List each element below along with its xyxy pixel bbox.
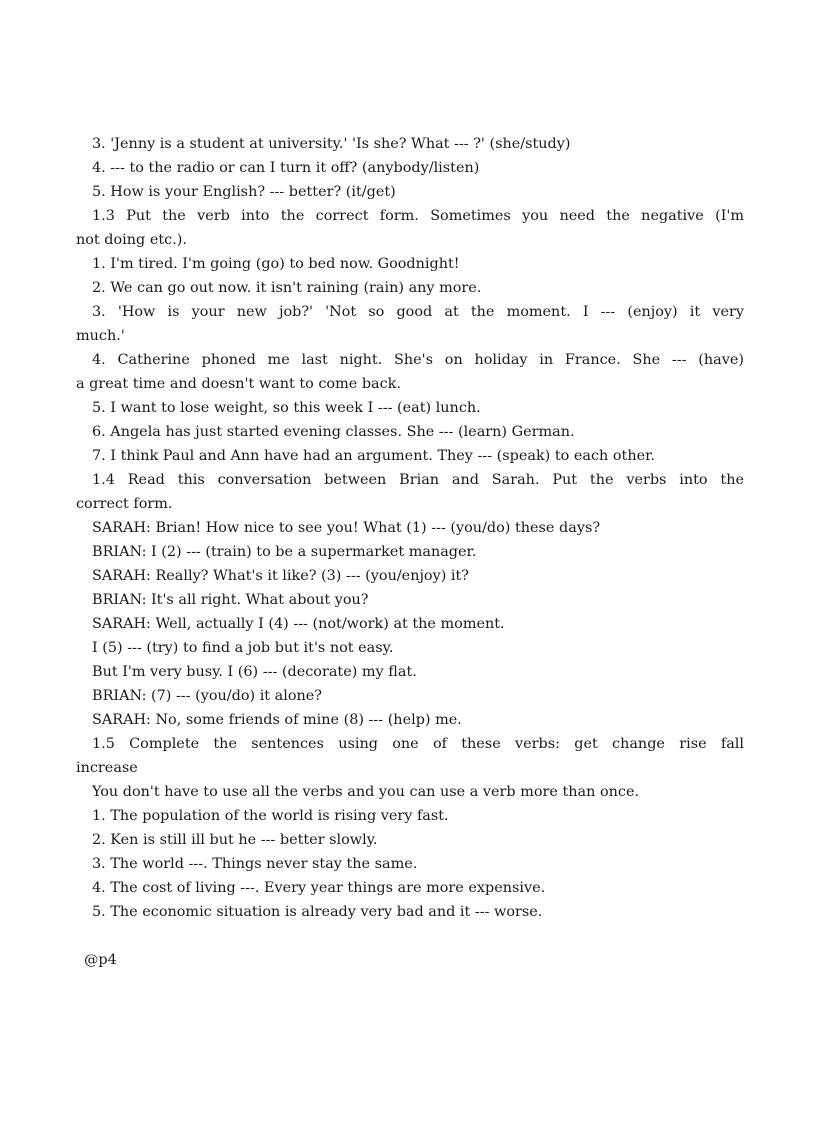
text-line: SARAH: Well, actually I (4) --- (not/work) at the moment. xyxy=(92,616,505,632)
exercise-text xyxy=(76,132,744,924)
text-line: 5. How is your English? --- better? (it/get) xyxy=(92,184,396,200)
text-line: not doing etc.). xyxy=(76,232,187,248)
text-line: 2. We can go out now. it isn't raining (rain) any more. xyxy=(92,280,482,296)
text-line: 7. I think Paul and Ann have had an argument. They --- (speak) to each other. xyxy=(92,448,655,464)
text-line: 4. The cost of living ---. Every year things are more expensive. xyxy=(92,880,546,896)
text-line: 5. The economic situation is already very bad and it --- worse. xyxy=(92,904,543,920)
text-line: increase xyxy=(76,760,138,776)
text-line: But I'm very busy. I (6) --- (decorate) my flat. xyxy=(92,664,417,680)
text-line: 3. The world ---. Things never stay the same. xyxy=(92,856,418,872)
text-line: 4. Catherine phoned me last night. She's on holiday in France. She --- (have) xyxy=(92,352,744,368)
text-line: BRIAN: I (2) --- (train) to be a supermarket manager. xyxy=(92,544,477,560)
text-line: 3. 'Jenny is a student at university.' 'Is she? What --- ?' (she/study) xyxy=(92,136,571,152)
text-line: 1.5 Complete the sentences using one of these verbs: get change rise fall xyxy=(92,736,744,752)
text-line: 1. The population of the world is rising very fast. xyxy=(92,808,449,824)
text-line: 1.4 Read this conversation between Brian and Sarah. Put the verbs into the xyxy=(92,472,744,488)
text-line: 1.3 Put the verb into the correct form. Sometimes you need the negative (I'm xyxy=(92,208,744,224)
text-line: SARAH: Really? What's it like? (3) --- (you/enjoy) it? xyxy=(92,568,470,584)
text-line: BRIAN: (7) --- (you/do) it alone? xyxy=(92,688,323,704)
text-line: SARAH: No, some friends of mine (8) --- (help) me. xyxy=(92,712,462,728)
text-line: I (5) --- (try) to find a job but it's not easy. xyxy=(92,640,394,656)
text-line: 5. I want to lose weight, so this week I --- (eat) lunch. xyxy=(92,400,481,416)
text-line: 1. I'm tired. I'm going (go) to bed now. Goodnight! xyxy=(92,256,460,272)
text-line: correct form. xyxy=(76,496,173,512)
text-line: You don't have to use all the verbs and you can use a verb more than once. xyxy=(92,784,640,800)
text-line: BRIAN: It's all right. What about you? xyxy=(92,592,369,608)
text-line: 2. Ken is still ill but he --- better slowly. xyxy=(92,832,378,848)
text-line: 3. 'How is your new job?' 'Not so good at the moment. I --- (enjoy) it very xyxy=(92,304,744,320)
text-line: 6. Angela has just started evening classes. She --- (learn) German. xyxy=(92,424,575,440)
page-marker: @p4 xyxy=(84,952,117,968)
text-line: much.' xyxy=(76,328,125,344)
text-line: 4. --- to the radio or can I turn it off? (anybody/listen) xyxy=(92,160,480,176)
text-line: a great time and doesn't want to come back. xyxy=(76,376,401,392)
text-line: SARAH: Brian! How nice to see you! What (1) --- (you/do) these days? xyxy=(92,520,601,536)
